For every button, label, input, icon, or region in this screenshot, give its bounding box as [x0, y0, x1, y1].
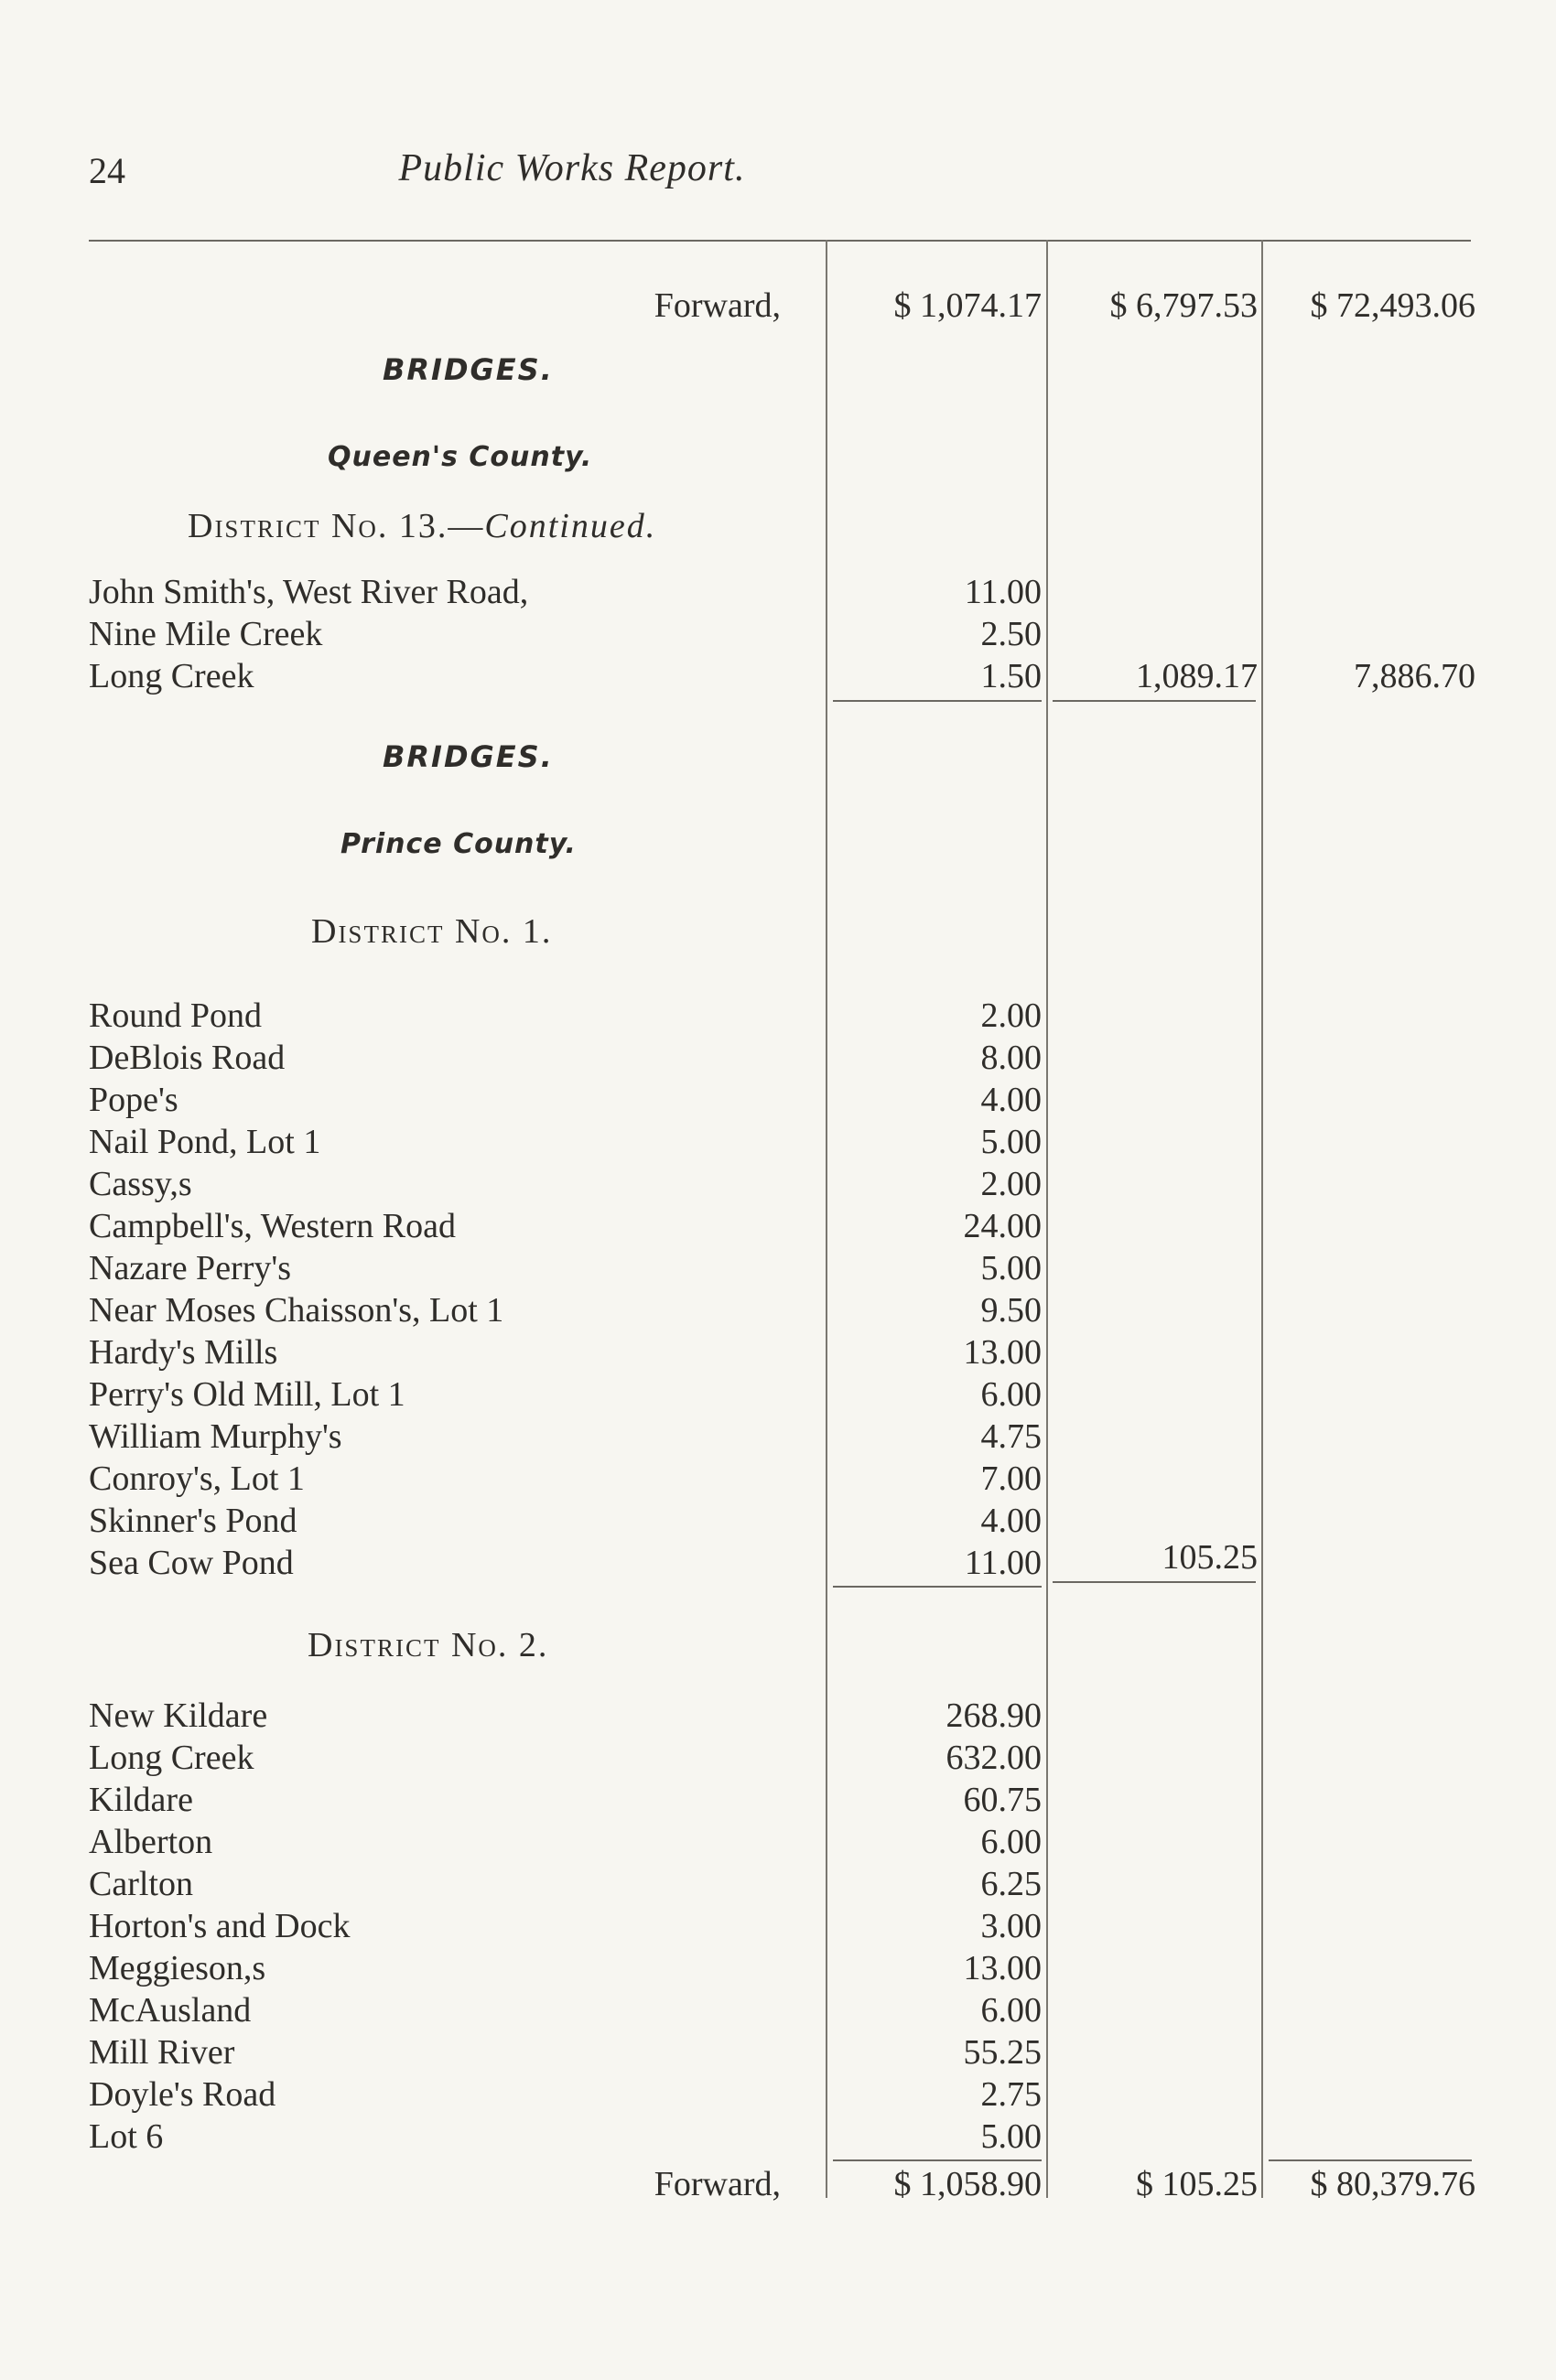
section-heading-queens: BRIDGES. [383, 352, 554, 387]
list-item-amount: 5.00 [980, 1123, 1042, 1161]
district-1-sum-rule-2 [1053, 1581, 1256, 1583]
district-13-label: District No. 13.— [188, 507, 485, 545]
list-item-amount: 8.00 [980, 1039, 1042, 1077]
list-item-amount: 55.25 [963, 2033, 1042, 2072]
list-item-amount: 3.00 [980, 1907, 1042, 1945]
list-item-amount: 268.90 [945, 1696, 1042, 1735]
district-1-subtotal: 105.25 [1162, 1538, 1258, 1577]
queens-subtotal-col2: 1,089.17 [1136, 657, 1258, 695]
bottom-sum-rule-1 [833, 2159, 1042, 2161]
list-item-amount: 6.25 [980, 1865, 1042, 1903]
county-heading-queens: Queen's County. [328, 441, 593, 473]
forward-bottom-col2: $ 105.25 [1136, 2165, 1258, 2203]
running-title: Public Works Report. [398, 147, 746, 189]
list-item-amount: 60.75 [963, 1781, 1042, 1819]
list-item-amount: 5.00 [980, 2117, 1042, 2156]
list-item: Mill River [89, 2033, 235, 2072]
list-item: Skinner's Pond [89, 1502, 297, 1540]
list-item-amount: 13.00 [963, 1333, 1042, 1372]
list-item: New Kildare [89, 1696, 268, 1735]
list-item: Long Creek [89, 1739, 254, 1777]
list-item: Carlton [89, 1865, 193, 1903]
list-item: Nine Mile Creek [89, 615, 323, 653]
list-item: Conroy's, Lot 1 [89, 1459, 305, 1498]
list-item: Cassy,s [89, 1165, 192, 1203]
list-item: Lot 6 [89, 2117, 164, 2156]
list-item-amount: 6.00 [980, 1823, 1042, 1861]
list-item-amount: 5.00 [980, 1249, 1042, 1287]
bottom-sum-rule-3 [1269, 2159, 1472, 2161]
top-rule [89, 240, 1471, 242]
forward-bottom-col3: $ 80,379.76 [1310, 2165, 1475, 2203]
list-item-amount: 4.00 [980, 1502, 1042, 1540]
district-2-heading: District No. 2. [308, 1626, 549, 1664]
list-item: Sea Cow Pond [89, 1544, 294, 1582]
list-item-amount: 632.00 [945, 1739, 1042, 1777]
list-item-amount: 4.00 [980, 1081, 1042, 1119]
list-item-amount: 24.00 [963, 1207, 1042, 1245]
list-item-amount: 7.00 [980, 1459, 1042, 1498]
list-item: Perry's Old Mill, Lot 1 [89, 1375, 405, 1414]
list-item-amount: 1.50 [980, 657, 1042, 695]
list-item: Pope's [89, 1081, 178, 1119]
column-rule-1 [826, 240, 827, 2198]
list-item: Horton's and Dock [89, 1907, 351, 1945]
forward-top-col3: $ 72,493.06 [1310, 286, 1475, 325]
list-item: Meggieson,s [89, 1949, 266, 1987]
queens-subtotal-col3: 7,886.70 [1354, 657, 1475, 695]
district-1-sum-rule-1 [833, 1586, 1042, 1588]
list-item: DeBlois Road [89, 1039, 286, 1077]
column-rule-3 [1261, 240, 1263, 2198]
forward-label-top: Forward, [654, 286, 781, 325]
forward-top-col2: $ 6,797.53 [1109, 286, 1258, 325]
section-heading-prince: BRIDGES. [383, 739, 554, 774]
list-item: Hardy's Mills [89, 1333, 278, 1372]
county-heading-prince: Prince County. [340, 828, 577, 860]
list-item: Alberton [89, 1823, 213, 1861]
list-item-amount: 2.00 [980, 1165, 1042, 1203]
list-item-amount: 4.75 [980, 1417, 1042, 1456]
district-13-continued: Continued. [484, 507, 657, 545]
list-item-amount: 13.00 [963, 1949, 1042, 1987]
list-item-amount: 9.50 [980, 1291, 1042, 1330]
queens-sum-rule-2 [1053, 700, 1256, 702]
district-1-heading: District No. 1. [311, 912, 553, 951]
list-item: Nazare Perry's [89, 1249, 292, 1287]
list-item-amount: 2.75 [980, 2075, 1042, 2114]
forward-label-bottom: Forward, [654, 2165, 781, 2203]
list-item: Nail Pond, Lot 1 [89, 1123, 321, 1161]
list-item-amount: 6.00 [980, 1991, 1042, 2030]
list-item-amount: 6.00 [980, 1375, 1042, 1414]
district-13-heading [188, 506, 656, 546]
list-item: Near Moses Chaisson's, Lot 1 [89, 1291, 504, 1330]
list-item-amount: 2.00 [980, 996, 1042, 1035]
list-item-amount: 11.00 [964, 573, 1042, 611]
list-item: Round Pond [89, 996, 262, 1035]
list-item: Doyle's Road [89, 2075, 276, 2114]
list-item-amount: 2.50 [980, 615, 1042, 653]
list-item: William Murphy's [89, 1417, 342, 1456]
forward-bottom-col1: $ 1,058.90 [893, 2165, 1042, 2203]
list-item: Kildare [89, 1781, 193, 1819]
list-item: Campbell's, Western Road [89, 1207, 456, 1245]
column-rule-2 [1046, 240, 1048, 2198]
page-number: 24 [89, 150, 125, 191]
forward-top-col1: $ 1,074.17 [893, 286, 1042, 325]
list-item-amount: 11.00 [964, 1544, 1042, 1582]
list-item: McAusland [89, 1991, 252, 2030]
list-item: John Smith's, West River Road, [89, 573, 529, 611]
list-item: Long Creek [89, 657, 254, 695]
queens-sum-rule-1 [833, 700, 1042, 702]
